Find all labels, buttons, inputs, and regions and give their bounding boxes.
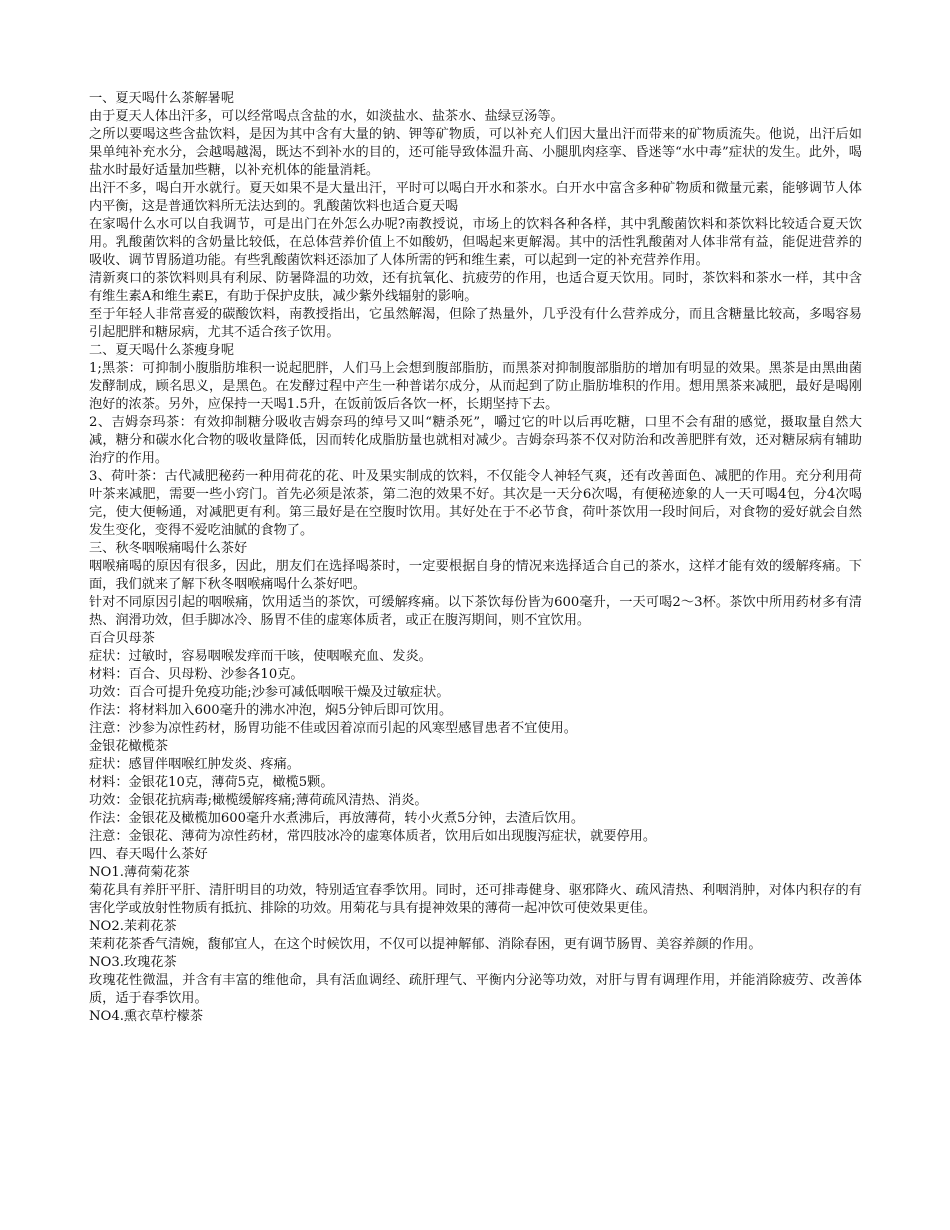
paragraph: 针对不同原因引起的咽喉痛，饮用适当的茶饮，可缓解疼痛。以下茶饮每份皆为600毫升，一天可喝2～3杯。茶饮中所用药材多有清热、润滑功效，但手脚冰冷、肠胃不佳的虚寒体质者，或正在腹泻期间，则不宜饮用。 [89, 595, 862, 628]
section-heading: 三、秋冬咽喉痛喝什么茶好 [89, 541, 248, 556]
paragraph: 之所以要喝这些含盐饮料，是因为其中含有大量的钠、钾等矿物质，可以补充人们因大量出汗而带来的矿物质流失。他说，出汗后如果单纯补充水分，会越喝越渴，既达不到补水的目的，还可能导致体温升高、小腿肌肉痉挛、昏迷等“水中毒”症状的发生。此外，喝盐水时最好适量加些糖，以补充机体的能量消耗。 [89, 127, 862, 178]
recipe-line: 注意：沙参为凉性药材，肠胃功能不佳或因着凉而引起的风寒型感冒患者不宜使用。 [89, 721, 577, 736]
paragraph: 出汗不多，喝白开水就行。夏天如果不是大量出汗，平时可以喝白开水和茶水。白开水中富含多种矿物质和微量元素，能够调节人体内平衡，这是普通饮料所无法达到的。乳酸菌饮料也适合夏天喝 [89, 181, 862, 214]
tea-title: NO4.熏衣草柠檬茶 [89, 1009, 204, 1024]
paragraph: 清新爽口的茶饮料则具有利尿、防暑降温的功效，还有抗氧化、抗疲劳的作用，也适合夏天饮用。同时，茶饮料和茶水一样，其中含有维生素A和维生素E，有助于保护皮肤，减少紫外线辐射的影响。 [89, 271, 862, 304]
section-heading: 四、春天喝什么茶好 [89, 847, 208, 862]
paragraph: 玫瑰花性微温，并含有丰富的维他命，具有活血调经、疏肝理气、平衡内分泌等功效，对肝与胃有调理作用，并能消除疲劳、改善体质，适于春季饮用。 [89, 973, 862, 1006]
recipe-line: 症状：感冒伴咽喉红肿发炎、疼痛。 [89, 757, 300, 772]
paragraph: 3、荷叶茶：古代减肥秘药一种用荷花的花、叶及果实制成的饮料，不仅能令人神轻气爽，还有改善面色、减肥的作用。充分利用荷叶茶来减肥，需要一些小窍门。首先必须是浓茶，第二泡的效果不好。其次是一天分6次喝，有便秘迹象的人一天可喝4包，分4次喝完，使大便畅通，对减肥更有利。第三最好是在空腹时饮用。其好处在于不必节食，荷叶茶饮用一段时间后，对食物的爱好就会自然发生变化，变得不爱吃油腻的食物了。 [89, 469, 862, 538]
tea-title: NO1.薄荷菊花茶 [89, 865, 190, 880]
paragraph: 茉莉花茶香气清婉，馥郁宜人，在这个时候饮用，不仅可以提神解郁、消除春困，更有调节肠胃、美容养颜的作用。 [89, 937, 762, 952]
recipe-line: 功效：金银花抗病毒;橄榄缓解疼痛;薄荷疏风清热、消炎。 [89, 793, 428, 808]
paragraph: 在家喝什么水可以自我调节，可是出门在外怎么办呢?南教授说，市场上的饮料各种各样，其中乳酸菌饮料和茶饮料比较适合夏天饮用。乳酸菌饮料的含奶量比较低，在总体营养价值上不如酸奶，但喝起来更解渴。其中的活性乳酸菌对人体非常有益，能促进营养的吸收、调节胃肠道功能。有些乳酸菌饮料还添加了人体所需的钙和维生素，可以起到一定的补充营养作用。 [89, 217, 862, 268]
paragraph: 菊花具有养肝平肝、清肝明目的功效，特别适宜春季饮用。同时，还可排毒健身、驱邪降火、疏风清热、利咽消肿，对体内积存的有害化学或放射性物质有抵抗、排除的功效。用菊花与具有提神效果的薄荷一起冲饮可使效果更佳。 [89, 883, 862, 916]
paragraph: 咽喉痛喝的原因有很多，因此，朋友们在选择喝茶时，一定要根据自身的情况来选择适合自己的茶水，这样才能有效的缓解疼痛。下面，我们就来了解下秋冬咽喉痛喝什么茶好吧。 [89, 559, 862, 592]
paragraph: 由于夏天人体出汗多，可以经常喝点含盐的水，如淡盐水、盐茶水、盐绿豆汤等。 [89, 109, 564, 124]
recipe-title: 金银花橄榄茶 [89, 739, 169, 754]
paragraph: 至于年轻人非常喜爱的碳酸饮料，南教授指出，它虽然解渴，但除了热量外，几乎没有什么营养成分，而且含糖量比较高，多喝容易引起肥胖和糖尿病，尤其不适合孩子饮用。 [89, 307, 862, 340]
paragraph: 1;黑茶：可抑制小腹脂肪堆积一说起肥胖，人们马上会想到腹部脂肪，而黑茶对抑制腹部脂肪的增加有明显的效果。黑茶是由黑曲菌发酵制成，顾名思义，是黑色。在发酵过程中产生一种普诺尔成分，从而起到了防止脂肪堆积的作用。想用黑茶来减肥，最好是喝刚泡好的浓茶。另外，应保持一天喝1.5升，在饭前饭后各饮一杯，长期坚持下去。 [89, 361, 862, 412]
recipe-line: 功效：百合可提升免疫功能;沙参可减低咽喉干燥及过敏症状。 [89, 685, 450, 700]
tea-title: NO2.茉莉花茶 [89, 919, 177, 934]
tea-title: NO3.玫瑰花茶 [89, 955, 177, 970]
section-heading: 二、夏天喝什么茶瘦身呢 [89, 343, 235, 358]
paragraph: 2、吉姆奈玛茶：有效抑制糖分吸收吉姆奈玛的绰号又叫“糖杀死”，嚼过它的叶以后再吃糖，口里不会有甜的感觉，摄取量自然大减，糖分和碳水化合物的吸收量降低，因而转化成脂肪量也就相对减少。吉姆奈玛茶不仅对防治和改善肥胖有效，还对糖尿病有辅助治疗的作用。 [89, 415, 862, 466]
recipe-title: 百合贝母茶 [89, 631, 155, 646]
recipe-line: 注意：金银花、薄荷为凉性药材，常四肢冰冷的虚寒体质者，饮用后如出现腹泻症状，就要停用。 [89, 829, 657, 844]
recipe-line: 作法：金银花及橄榄加600毫升水煮沸后，再放薄荷，转小火煮5分钟，去渣后饮用。 [89, 811, 585, 826]
recipe-line: 材料：百合、贝母粉、沙参各10克。 [89, 667, 304, 682]
section-heading: 一、夏天喝什么茶解暑呢 [89, 91, 235, 106]
recipe-line: 作法：将材料加入600毫升的沸水冲泡，焖5分钟后即可饮用。 [89, 703, 453, 718]
recipe-line: 症状：过敏时，容易咽喉发痒而干咳，使咽喉充血、发炎。 [89, 649, 432, 664]
recipe-line: 材料：金银花10克，薄荷5克，橄榄5颗。 [89, 775, 334, 790]
